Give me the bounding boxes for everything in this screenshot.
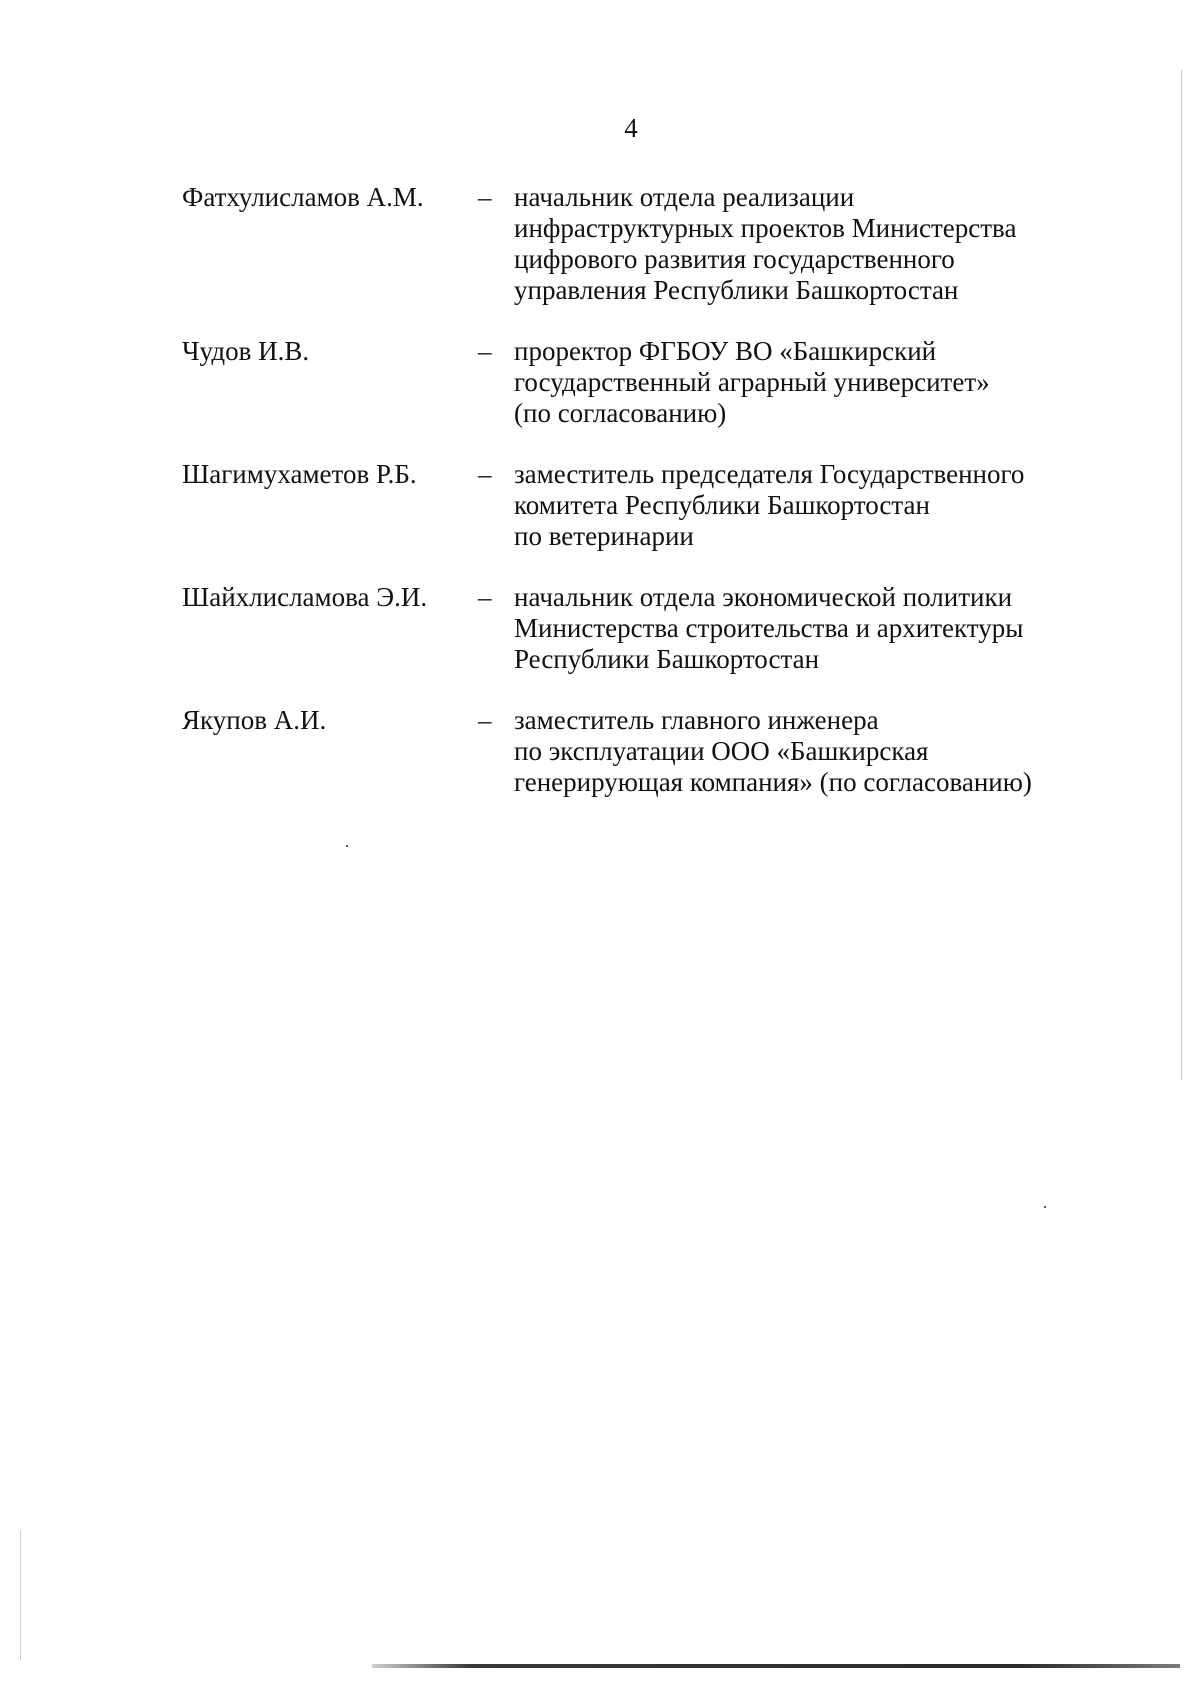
member-name: Шагимухаметов Р.Б.: [182, 459, 417, 489]
role-line: комитета Республики Башкортостан: [514, 490, 930, 520]
role-line: (по согласованию): [514, 398, 727, 428]
role-line: цифрового развития государственного: [514, 244, 955, 274]
role-line: проректор ФГБОУ ВО «Башкирский: [514, 336, 937, 366]
role-line: начальник отдела реализации: [514, 182, 855, 212]
dash-separator: –: [478, 182, 492, 212]
role-line: по ветеринарии: [514, 521, 694, 551]
list-item: [182, 182, 1102, 306]
scan-edge-line: [1181, 70, 1182, 1080]
member-role: [514, 705, 1102, 798]
role-line: Министерства строительства и архитектуры: [514, 613, 1024, 643]
dash-separator: –: [478, 582, 492, 612]
scan-speck: [346, 845, 348, 847]
member-list: [182, 182, 1102, 828]
member-name: Фатхулисламов А.М.: [182, 182, 424, 212]
scan-edge-line: [20, 1530, 21, 1660]
role-line: начальник отдела экономической политики: [514, 582, 1013, 612]
scan-speck: [1044, 1206, 1046, 1208]
list-item: [182, 459, 1102, 552]
member-role: [514, 582, 1102, 675]
member-role: [514, 336, 1102, 429]
dash-separator: –: [478, 459, 492, 489]
role-line: заместитель председателя Государственного: [514, 459, 1025, 489]
role-line: генерирующая компания» (по согласованию): [514, 767, 1032, 797]
role-line: управления Республики Башкортостан: [514, 275, 959, 305]
role-line: по эксплуатации ООО «Башкирская: [514, 736, 929, 766]
member-name: Шайхлисламова Э.И.: [182, 582, 428, 612]
list-item: [182, 336, 1102, 429]
member-role: [514, 459, 1102, 552]
role-line: заместитель главного инженера: [514, 705, 879, 735]
list-item: [182, 582, 1102, 675]
member-role: [514, 182, 1102, 306]
scan-edge-line: [372, 1664, 1180, 1668]
member-name: Якупов А.И.: [182, 705, 327, 735]
role-line: инфраструктурных проектов Министерства: [514, 213, 1017, 243]
role-line: Республики Башкортостан: [514, 644, 820, 674]
list-item: [182, 705, 1102, 798]
member-name: Чудов И.В.: [182, 336, 310, 366]
dash-separator: –: [478, 336, 492, 366]
role-line: государственный аграрный университет»: [514, 367, 990, 397]
dash-separator: –: [478, 705, 492, 735]
page-number: 4: [624, 113, 638, 143]
